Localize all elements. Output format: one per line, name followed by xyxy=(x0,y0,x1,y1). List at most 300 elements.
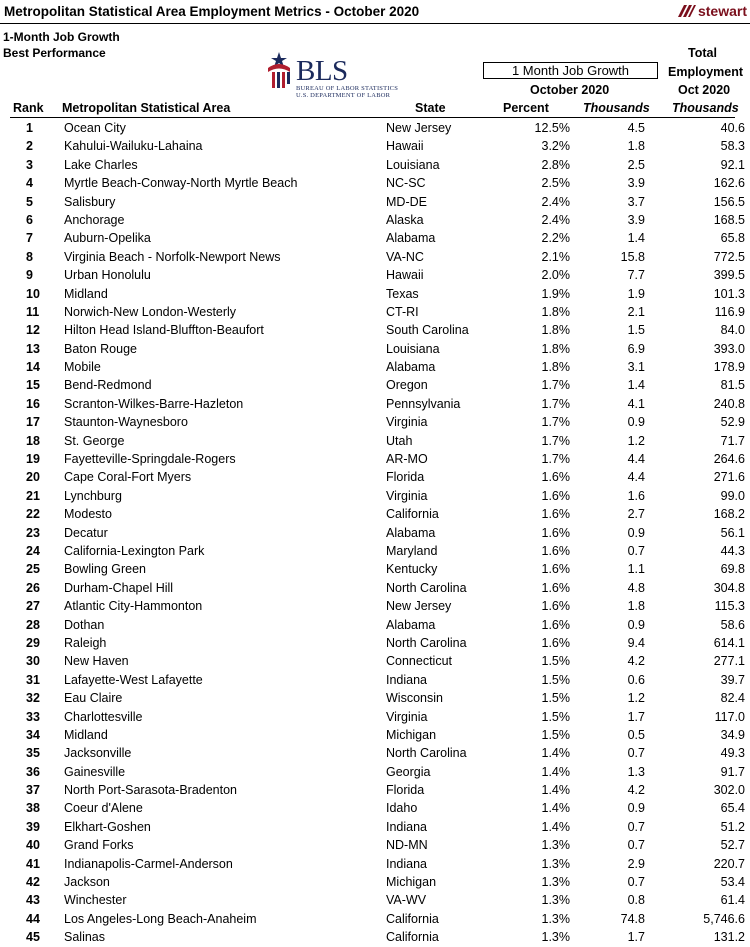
percent-cell: 1.8% xyxy=(541,304,570,319)
rank-cell: 7 xyxy=(26,231,33,246)
area-cell: Winchester xyxy=(64,893,127,908)
total-employment-cell: 69.8 xyxy=(720,562,745,577)
rank-cell: 27 xyxy=(26,599,40,614)
thousands-cell: 2.1 xyxy=(627,304,645,319)
rank-cell: 28 xyxy=(26,617,40,632)
table-row xyxy=(0,616,750,634)
rank-cell: 10 xyxy=(26,286,40,301)
total-employment-cell: 302.0 xyxy=(713,783,745,798)
bls-line-2: U.S. DEPARTMENT OF LABOR xyxy=(296,92,391,99)
table-row xyxy=(0,340,750,358)
percent-cell: 1.3% xyxy=(541,893,570,908)
area-cell: Elkhart-Goshen xyxy=(64,819,151,834)
table-row xyxy=(0,156,750,174)
rank-cell: 2 xyxy=(26,139,33,154)
percent-cell: 1.6% xyxy=(541,617,570,632)
thousands-cell: 4.2 xyxy=(627,783,645,798)
total-header-2: Employment xyxy=(668,65,744,79)
rank-cell: 35 xyxy=(26,746,40,761)
rank-cell: 26 xyxy=(26,580,40,595)
total-employment-cell: 304.8 xyxy=(713,580,745,595)
area-cell: Durham-Chapel Hill xyxy=(64,580,174,595)
table-row xyxy=(0,358,750,376)
thousands-cell: 4.8 xyxy=(627,580,645,595)
rank-cell: 31 xyxy=(26,672,40,687)
area-cell: Midland xyxy=(64,727,108,742)
percent-cell: 1.4% xyxy=(541,746,570,761)
percent-cell: 2.2% xyxy=(541,231,570,246)
state-cell: Virginia xyxy=(386,415,428,430)
thousands-cell: 3.1 xyxy=(627,360,645,375)
total-employment-cell: 277.1 xyxy=(713,654,745,669)
table-row xyxy=(0,524,750,542)
area-cell: Lafayette-West Lafayette xyxy=(64,672,203,687)
total-employment-cell: 52.7 xyxy=(720,838,745,853)
thousands-cell: 0.6 xyxy=(627,672,645,687)
thousands-cell: 3.9 xyxy=(627,212,645,227)
thousands-cell: 4.4 xyxy=(627,452,645,467)
percent-cell: 1.6% xyxy=(541,525,570,540)
total-employment-cell: 168.5 xyxy=(713,212,745,227)
state-cell: California xyxy=(386,507,439,522)
october-header: October 2020 xyxy=(530,83,610,97)
area-cell: Bend-Redmond xyxy=(64,378,152,393)
table-row xyxy=(0,229,750,247)
percent-cell: 1.7% xyxy=(541,433,570,448)
thousands-cell: 1.7 xyxy=(627,709,645,724)
percent-cell: 1.6% xyxy=(541,507,570,522)
bls-logo-subtext xyxy=(296,85,398,99)
area-cell: Grand Forks xyxy=(64,838,134,853)
percent-cell: 1.8% xyxy=(541,323,570,338)
total-employment-cell: 131.2 xyxy=(713,930,745,945)
state-cell: NC-SC xyxy=(386,176,426,191)
area-cell: Atlantic City-Hammonton xyxy=(64,599,203,614)
table-row xyxy=(0,137,750,155)
total-employment-cell: 399.5 xyxy=(713,268,745,283)
total-employment-cell: 101.3 xyxy=(713,286,745,301)
percent-cell: 1.6% xyxy=(541,562,570,577)
percent-cell: 1.5% xyxy=(541,709,570,724)
state-cell: Connecticut xyxy=(386,654,453,669)
total-employment-cell: 271.6 xyxy=(713,470,745,485)
thousands-cell: 7.7 xyxy=(627,268,645,283)
total-employment-cell: 162.6 xyxy=(713,176,745,191)
rank-cell: 12 xyxy=(26,323,40,338)
total-employment-cell: 92.1 xyxy=(720,157,745,172)
state-cell: VA-NC xyxy=(386,249,424,264)
table-row xyxy=(0,119,750,137)
rank-cell: 9 xyxy=(26,268,33,283)
state-cell: Alabama xyxy=(386,231,436,246)
area-cell: Coeur d'Alene xyxy=(64,801,143,816)
total-employment-cell: 117.0 xyxy=(714,709,745,724)
percent-cell: 1.8% xyxy=(541,360,570,375)
percent-cell: 1.3% xyxy=(541,856,570,871)
thousands-cell: 0.7 xyxy=(627,543,645,558)
area-cell: California-Lexington Park xyxy=(64,543,205,558)
state-cell: Louisiana xyxy=(386,157,440,172)
state-cell: Alabama xyxy=(386,360,436,375)
percent-cell: 1.8% xyxy=(541,341,570,356)
total-employment-cell: 39.7 xyxy=(720,672,745,687)
col-percent: Percent xyxy=(503,101,549,115)
table-row xyxy=(0,726,750,744)
area-cell: Midland xyxy=(64,286,108,301)
rank-cell: 17 xyxy=(26,415,40,430)
rank-cell: 14 xyxy=(26,360,40,375)
table-row xyxy=(0,891,750,909)
header-divider xyxy=(10,117,735,118)
total-employment-cell: 61.4 xyxy=(720,893,745,908)
area-cell: Baton Rouge xyxy=(64,341,137,356)
state-cell: Wisconsin xyxy=(386,691,443,706)
rank-cell: 24 xyxy=(26,543,40,558)
table-row xyxy=(0,542,750,560)
rank-cell: 30 xyxy=(26,654,40,669)
area-cell: Jacksonville xyxy=(64,746,132,761)
state-cell: Indiana xyxy=(386,819,428,834)
percent-cell: 2.0% xyxy=(541,268,570,283)
area-cell: Myrtle Beach-Conway-North Myrtle Beach xyxy=(64,176,298,191)
rank-cell: 1 xyxy=(26,121,33,135)
state-cell: Alabama xyxy=(386,525,436,540)
area-cell: Staunton-Waynesboro xyxy=(64,415,188,430)
table-row xyxy=(0,818,750,836)
area-cell: Gainesville xyxy=(64,764,126,779)
col-area: Metropolitan Statistical Area xyxy=(62,101,231,115)
percent-cell: 1.6% xyxy=(541,470,570,485)
state-cell: Utah xyxy=(386,433,413,448)
rank-cell: 25 xyxy=(26,562,40,577)
rank-cell: 23 xyxy=(26,525,40,540)
area-cell: Eau Claire xyxy=(64,691,123,706)
table-row xyxy=(0,910,750,928)
percent-cell: 1.7% xyxy=(541,378,570,393)
percent-cell: 1.5% xyxy=(541,727,570,742)
table-row xyxy=(0,744,750,762)
table-row xyxy=(0,671,750,689)
percent-cell: 3.2% xyxy=(541,139,570,154)
table-row xyxy=(0,560,750,578)
rank-cell: 33 xyxy=(26,709,40,724)
thousands-cell: 0.5 xyxy=(627,727,645,742)
area-cell: North Port-Sarasota-Bradenton xyxy=(64,783,238,798)
total-employment-cell: 168.2 xyxy=(713,507,745,522)
subtitle-job-growth: 1-Month Job Growth xyxy=(3,30,120,44)
table-row xyxy=(0,303,750,321)
rank-cell: 6 xyxy=(26,212,33,227)
percent-cell: 1.4% xyxy=(541,783,570,798)
page-title: Metropolitan Statistical Area Employment Metrics - October 2020 xyxy=(4,4,420,19)
area-cell: Modesto xyxy=(64,507,112,522)
state-cell: AR-MO xyxy=(386,452,428,467)
state-cell: Virginia xyxy=(386,488,428,503)
percent-cell: 2.4% xyxy=(541,212,570,227)
table-row xyxy=(0,763,750,781)
state-cell: California xyxy=(386,930,439,945)
total-employment-cell: 58.6 xyxy=(720,617,745,632)
col-state: State xyxy=(415,101,446,115)
total-employment-cell: 34.9 xyxy=(720,727,745,742)
total-employment-cell: 44.3 xyxy=(720,543,745,558)
stewart-logo xyxy=(676,3,747,19)
job-growth-box: 1 Month Job Growth xyxy=(483,62,658,79)
state-cell: Pennsylvania xyxy=(386,396,461,411)
rank-cell: 22 xyxy=(26,507,40,522)
total-header-3: Oct 2020 xyxy=(678,83,731,97)
table-row xyxy=(0,248,750,266)
percent-cell: 1.3% xyxy=(541,930,570,945)
table-row xyxy=(0,285,750,303)
rank-cell: 43 xyxy=(26,893,40,908)
state-cell: Kentucky xyxy=(386,562,438,577)
table-row xyxy=(0,634,750,652)
rank-cell: 40 xyxy=(26,838,40,853)
area-cell: Ocean City xyxy=(64,121,126,135)
percent-cell: 2.1% xyxy=(541,249,570,264)
rank-cell: 15 xyxy=(26,378,40,393)
state-cell: Louisiana xyxy=(386,341,440,356)
rank-cell: 37 xyxy=(26,783,40,798)
state-cell: North Carolina xyxy=(386,635,467,650)
state-cell: California xyxy=(386,911,439,926)
state-cell: Georgia xyxy=(386,764,431,779)
state-cell: Idaho xyxy=(386,801,418,816)
table-row xyxy=(0,413,750,431)
total-employment-cell: 99.0 xyxy=(720,488,745,503)
table-row xyxy=(0,376,750,394)
total-employment-cell: 264.6 xyxy=(713,452,745,467)
thousands-cell: 1.5 xyxy=(627,323,645,338)
rank-cell: 18 xyxy=(26,433,40,448)
thousands-cell: 4.1 xyxy=(627,396,645,411)
employment-table xyxy=(0,119,750,947)
percent-cell: 1.5% xyxy=(541,672,570,687)
rank-cell: 39 xyxy=(26,819,40,834)
thousands-cell: 2.5 xyxy=(627,157,645,172)
total-employment-cell: 53.4 xyxy=(720,875,745,890)
rank-cell: 42 xyxy=(26,875,40,890)
rank-cell: 21 xyxy=(26,488,40,503)
state-cell: Maryland xyxy=(386,543,438,558)
rank-cell: 16 xyxy=(26,396,40,411)
thousands-cell: 0.7 xyxy=(627,819,645,834)
state-cell: CT-RI xyxy=(386,304,419,319)
bls-logo-text: BLS xyxy=(296,55,348,87)
state-cell: Indiana xyxy=(386,856,428,871)
total-header-1: Total xyxy=(688,46,717,60)
percent-cell: 1.7% xyxy=(541,396,570,411)
state-cell: New Jersey xyxy=(386,121,452,135)
state-cell: Indiana xyxy=(386,672,428,687)
area-cell: Kahului-Wailuku-Lahaina xyxy=(64,139,203,154)
rank-cell: 36 xyxy=(26,764,40,779)
percent-cell: 1.7% xyxy=(541,415,570,430)
thousands-cell: 3.9 xyxy=(627,176,645,191)
area-cell: Virginia Beach - Norfolk-Newport News xyxy=(64,249,281,264)
table-row xyxy=(0,487,750,505)
table-row xyxy=(0,799,750,817)
rank-cell: 4 xyxy=(26,176,33,191)
state-cell: Alaska xyxy=(386,212,424,227)
table-row xyxy=(0,579,750,597)
table-row xyxy=(0,505,750,523)
percent-cell: 1.7% xyxy=(541,452,570,467)
table-row xyxy=(0,468,750,486)
area-cell: Raleigh xyxy=(64,635,107,650)
area-cell: Lake Charles xyxy=(64,157,138,172)
table-row xyxy=(0,708,750,726)
rank-cell: 8 xyxy=(26,249,33,264)
percent-cell: 1.4% xyxy=(541,801,570,816)
table-row xyxy=(0,689,750,707)
percent-cell: 1.3% xyxy=(541,838,570,853)
state-cell: ND-MN xyxy=(386,838,428,853)
percent-cell: 2.8% xyxy=(541,157,570,172)
area-cell: Norwich-New London-Westerly xyxy=(64,304,237,319)
state-cell: Texas xyxy=(386,286,419,301)
thousands-cell: 1.4 xyxy=(627,378,645,393)
percent-cell: 1.4% xyxy=(541,819,570,834)
thousands-cell: 0.9 xyxy=(627,525,645,540)
percent-cell: 1.6% xyxy=(541,599,570,614)
table-row xyxy=(0,928,750,946)
thousands-cell: 15.8 xyxy=(620,249,645,264)
total-employment-cell: 49.3 xyxy=(720,746,745,761)
thousands-cell: 4.5 xyxy=(627,121,645,135)
table-row xyxy=(0,873,750,891)
state-cell: Florida xyxy=(386,470,425,485)
thousands-cell: 2.7 xyxy=(627,507,645,522)
total-employment-cell: 84.0 xyxy=(720,323,745,338)
thousands-cell: 1.8 xyxy=(627,599,645,614)
total-employment-cell: 116.9 xyxy=(714,304,745,319)
title-divider xyxy=(0,23,750,24)
subtitle-best-performance: Best Performance xyxy=(3,46,106,60)
table-row xyxy=(0,652,750,670)
rank-cell: 45 xyxy=(26,930,40,945)
total-employment-cell: 40.6 xyxy=(720,121,745,135)
area-cell: St. George xyxy=(64,433,125,448)
percent-cell: 1.4% xyxy=(541,764,570,779)
rank-cell: 5 xyxy=(26,194,33,209)
state-cell: South Carolina xyxy=(386,323,469,338)
total-employment-cell: 115.3 xyxy=(714,599,745,614)
thousands-cell: 9.4 xyxy=(627,635,645,650)
total-employment-cell: 772.5 xyxy=(713,249,745,264)
table-row xyxy=(0,395,750,413)
area-cell: Hilton Head Island-Bluffton-Beaufort xyxy=(64,323,264,338)
area-cell: Urban Honolulu xyxy=(64,268,151,283)
state-cell: Hawaii xyxy=(386,268,424,283)
area-cell: Cape Coral-Fort Myers xyxy=(64,470,192,485)
area-cell: Charlottesville xyxy=(64,709,143,724)
rank-cell: 38 xyxy=(26,801,40,816)
rank-cell: 13 xyxy=(26,341,40,356)
total-employment-cell: 5,746.6 xyxy=(703,911,745,926)
area-cell: Los Angeles-Long Beach-Anaheim xyxy=(64,911,257,926)
state-cell: Michigan xyxy=(386,875,437,890)
area-cell: Scranton-Wilkes-Barre-Hazleton xyxy=(64,396,244,411)
state-cell: VA-WV xyxy=(386,893,427,908)
rank-cell: 41 xyxy=(26,856,40,871)
col-total-thousands: Thousands xyxy=(672,101,739,115)
area-cell: Salisbury xyxy=(64,194,116,209)
thousands-cell: 4.2 xyxy=(627,654,645,669)
total-employment-cell: 81.5 xyxy=(720,378,745,393)
total-employment-cell: 156.5 xyxy=(713,194,745,209)
table-row xyxy=(0,174,750,192)
table-row xyxy=(0,836,750,854)
table-row xyxy=(0,450,750,468)
percent-cell: 1.5% xyxy=(541,691,570,706)
thousands-cell: 1.2 xyxy=(627,433,645,448)
total-employment-cell: 178.9 xyxy=(713,360,745,375)
area-cell: Bowling Green xyxy=(64,562,146,577)
total-employment-cell: 52.9 xyxy=(720,415,745,430)
table-row xyxy=(0,193,750,211)
total-employment-cell: 65.8 xyxy=(720,231,745,246)
total-employment-cell: 65.4 xyxy=(720,801,745,816)
thousands-cell: 1.8 xyxy=(627,139,645,154)
table-row xyxy=(0,432,750,450)
total-employment-cell: 614.1 xyxy=(713,635,745,650)
thousands-cell: 0.9 xyxy=(627,617,645,632)
area-cell: Salinas xyxy=(64,930,105,945)
thousands-cell: 74.8 xyxy=(620,911,645,926)
total-employment-cell: 393.0 xyxy=(713,341,745,356)
thousands-cell: 0.7 xyxy=(627,838,645,853)
percent-cell: 2.4% xyxy=(541,194,570,209)
thousands-cell: 1.4 xyxy=(627,231,645,246)
state-cell: North Carolina xyxy=(386,746,467,761)
percent-cell: 1.6% xyxy=(541,580,570,595)
table-row xyxy=(0,266,750,284)
area-cell: Decatur xyxy=(64,525,108,540)
thousands-cell: 0.7 xyxy=(627,746,645,761)
bls-line-1: BUREAU OF LABOR STATISTICS xyxy=(296,85,399,92)
thousands-cell: 0.9 xyxy=(627,415,645,430)
rank-cell: 29 xyxy=(26,635,40,650)
col-rank: Rank xyxy=(13,101,44,115)
thousands-cell: 1.1 xyxy=(627,562,645,577)
thousands-cell: 0.7 xyxy=(627,875,645,890)
area-cell: Dothan xyxy=(64,617,105,632)
stewart-mark-icon xyxy=(676,5,696,17)
table-row xyxy=(0,211,750,229)
area-cell: Lynchburg xyxy=(64,488,122,503)
stewart-logo-text: stewart xyxy=(697,3,747,19)
percent-cell: 1.3% xyxy=(541,875,570,890)
percent-cell: 1.9% xyxy=(541,286,570,301)
state-cell: North Carolina xyxy=(386,580,467,595)
state-cell: Hawaii xyxy=(386,139,424,154)
rank-cell: 19 xyxy=(26,452,40,467)
thousands-cell: 0.8 xyxy=(627,893,645,908)
thousands-cell: 0.9 xyxy=(627,801,645,816)
state-cell: MD-DE xyxy=(386,194,427,209)
total-employment-cell: 240.8 xyxy=(713,396,745,411)
percent-cell: 1.3% xyxy=(541,911,570,926)
percent-cell: 1.6% xyxy=(541,488,570,503)
rank-cell: 44 xyxy=(26,911,40,926)
percent-cell: 2.5% xyxy=(541,176,570,191)
area-cell: Fayetteville-Springdale-Rogers xyxy=(64,452,236,467)
percent-cell: 1.5% xyxy=(541,654,570,669)
thousands-cell: 1.2 xyxy=(627,691,645,706)
total-employment-cell: 91.7 xyxy=(720,764,745,779)
